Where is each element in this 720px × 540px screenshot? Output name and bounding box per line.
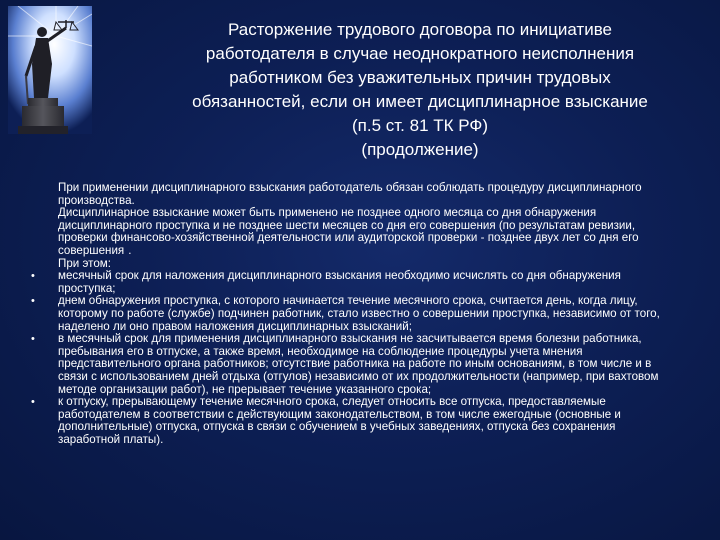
slide-body xyxy=(31,181,680,446)
title-line: Расторжение трудового договора по инициативе xyxy=(227,20,613,39)
slide-title xyxy=(160,18,680,162)
intro-paragraph-2-text: Дисциплинарное взыскание может быть применено не позднее одного месяца со дня обнаружения дисциплинарного проступка и не позднее шести месяцев со дня его совершения (по результатам ревизии, проверки финансово-хозяйственной деятельности или аудиторской проверки - позднее двух лет со дня его совершения xyxy=(58,206,639,257)
title-line: работодателя в случае неоднократного неисполнения xyxy=(205,44,635,63)
intro-paragraph-2 xyxy=(58,207,680,257)
title-line: обязанностей, если он имеет дисциплинарное взыскание xyxy=(192,92,648,111)
title-line: работником без уважительных причин трудовых xyxy=(229,68,611,87)
intro-paragraph-1: При применении дисциплинарного взыскания работодатель обязан соблюдать процедуру дисциплинарного производства. xyxy=(58,181,642,207)
bullet-dot-icon: • xyxy=(31,396,35,409)
bullet-dot-icon: • xyxy=(31,270,35,283)
themis-statue-image xyxy=(8,6,92,134)
title-line: (п.5 ст. 81 ТК РФ) xyxy=(352,116,488,135)
intro-paragraph-3: При этом: xyxy=(58,256,111,270)
bullet-item xyxy=(31,294,680,333)
bullet-list xyxy=(31,269,680,446)
bullet-text: в месячный срок для применения дисциплинарного взыскания не засчитывается время болезни работника, пребывания его в отпуске, а также время, необходимое на соблюдение процедуры учета мнения представительного органа работников; отсутствие работника на работе по иным основаниям, в том числе и в связи с использованием дней отдыха (отгулов) независимо от их продолжительности (например, при вахтовом методе организации работ), не прерывает течение указанного срока; xyxy=(58,332,659,396)
bullet-item xyxy=(31,395,680,446)
bullet-text: днем обнаружения проступка, с которого начинается течение месячного срока, считается день, когда лицу, которому по работе (службе) подчинен работник, стало известно о совершении проступка, независимо от того, наделено ли оно правом наложения дисциплинарных взысканий; xyxy=(58,294,660,333)
title-line: (продолжение) xyxy=(361,140,479,159)
bullet-text: месячный срок для наложения дисциплинарного взыскания необходимо исчислять со дня обнаружения проступка; xyxy=(58,269,621,295)
bullet-item xyxy=(31,332,680,396)
bullet-text: к отпуску, прерывающему течение месячного срока, следует относить все отпуска, предоставляемые работодателем в соответствии с действующим законодательством, в том числе ежегодные (основные и дополнительные) отпуска, отпуска в связи с обучением в учебных заведениях, отпуска без сохранения заработной платы). xyxy=(58,395,621,446)
intro-paragraph-2-period: . xyxy=(128,243,132,257)
bullet-dot-icon: • xyxy=(31,333,35,346)
bullet-dot-icon: • xyxy=(31,295,35,308)
bullet-item xyxy=(31,269,680,295)
